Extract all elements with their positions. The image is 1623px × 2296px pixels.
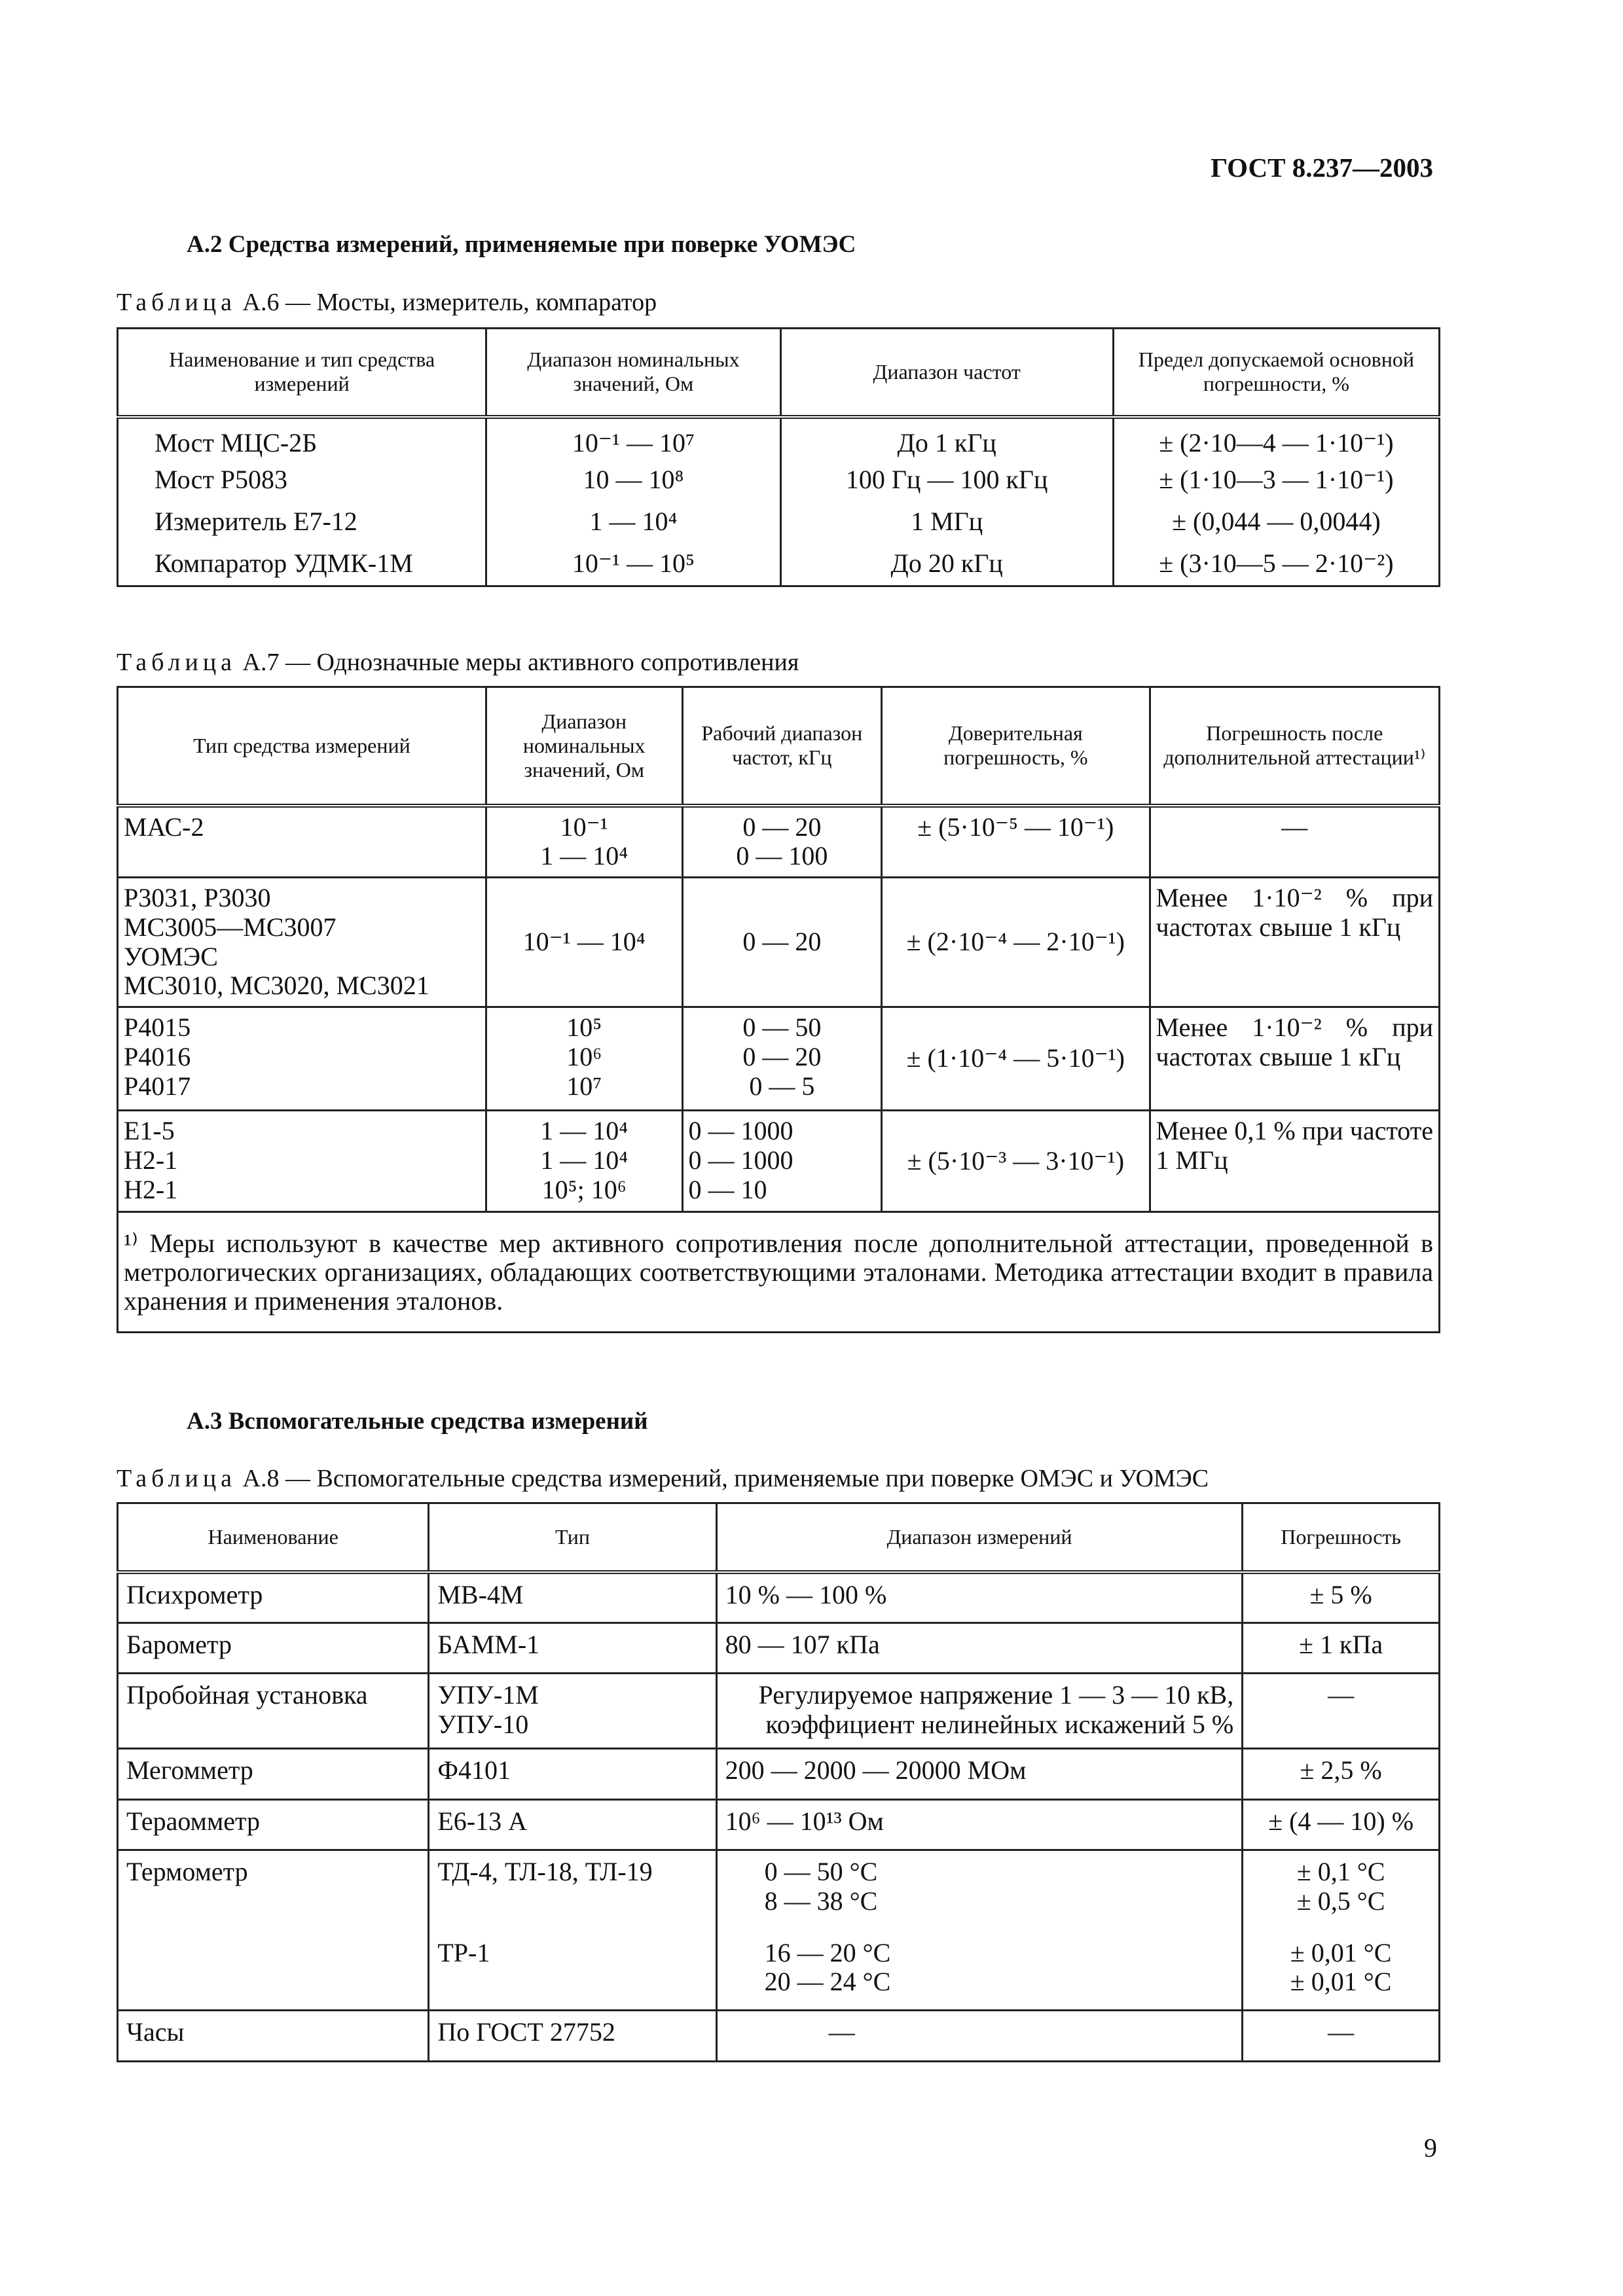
- cell-line: 0 — 20: [742, 812, 822, 842]
- table-cell: До 1 кГц: [780, 417, 1113, 459]
- cell-line: —: [1328, 1680, 1355, 1710]
- table-cell: [716, 1674, 1243, 1749]
- table-a7-header: Тип средства измерений: [118, 687, 486, 806]
- table-a8-header: Погрешность: [1243, 1503, 1440, 1572]
- cell-line: МАС-2: [124, 812, 204, 842]
- cell-line: 0 — 10: [688, 1174, 767, 1204]
- table-row: [118, 1749, 1440, 1800]
- table-a8-header: Тип: [429, 1503, 716, 1572]
- cell-line: Ф4101: [437, 1755, 511, 1785]
- table-cell: [1243, 2011, 1440, 2062]
- section-heading-a3: А.3 Вспомогательные средства измерений: [187, 1408, 648, 1435]
- cell-line: УОМЭС: [124, 941, 218, 971]
- table-footnote-row: [118, 1212, 1440, 1333]
- cell-line: ± 0,1 °С: [1296, 1857, 1385, 1886]
- table-cell: ± (0,044 — 0,0044): [1113, 501, 1439, 543]
- table-cell: [429, 1800, 716, 1850]
- cell-line: 0 — 20: [742, 1042, 822, 1072]
- table-cell: [118, 878, 486, 1007]
- cell-line: 8 — 38 °С: [764, 1886, 878, 1916]
- table-cell: 10⁻¹ — 10⁵: [486, 543, 780, 586]
- table-a6-header: Диапазон номинальных значений, Ом: [486, 329, 780, 417]
- table-word: Таблица: [117, 649, 237, 676]
- cell-line: ± 0,01 °С: [1290, 1937, 1392, 1967]
- table-cell: [716, 1572, 1243, 1623]
- table-cell: Барометр: [118, 1623, 429, 1674]
- table-cell: [486, 1111, 682, 1212]
- table-cell: [1243, 1674, 1440, 1749]
- table-row: [118, 1800, 1440, 1850]
- table-a7-header: Рабочий диапазон частот, кГц: [682, 687, 882, 806]
- table-cell: [429, 1572, 716, 1623]
- table-cell: [429, 1674, 716, 1749]
- cell-line: Р4016: [124, 1042, 191, 1072]
- table-row: [118, 1932, 1440, 2011]
- table-cell: Психрометр: [118, 1572, 429, 1623]
- table-cell: Пробойная установка: [118, 1674, 429, 1749]
- table-cell: Тераомметр: [118, 1800, 429, 1850]
- cell-line: —: [1328, 2017, 1355, 2047]
- cell-line: 0 — 1000: [688, 1116, 793, 1146]
- cell-line: По ГОСТ 27752: [437, 2017, 615, 2047]
- cell-line: 1 — 10⁴: [540, 841, 629, 871]
- table-row: [118, 1007, 1440, 1111]
- table-cell: Измеритель Е7-12: [118, 501, 486, 543]
- cell-line: 0 — 50: [742, 1013, 822, 1043]
- table-cell: [716, 2011, 1243, 2062]
- cell-line: МС3005—МС3007: [124, 912, 337, 942]
- table-a8-header: Наименование: [118, 1503, 429, 1572]
- cell-line: 10⁵: [566, 1013, 602, 1043]
- table-cell: ± (5·10⁻⁵ — 10⁻¹): [882, 806, 1150, 878]
- table-cell: [429, 2011, 716, 2062]
- cell-line: ± 1 кПа: [1299, 1630, 1383, 1659]
- table-row: [118, 878, 1440, 1007]
- table-row: [118, 1850, 1440, 1932]
- cell-line: 1 — 10⁴: [540, 1116, 629, 1146]
- table-cell: [716, 1749, 1243, 1800]
- table-cell: [682, 878, 882, 1007]
- table-row: [118, 1111, 1440, 1212]
- table-cell: Часы: [118, 2011, 429, 2062]
- table-cell: Менее 0,1 % при частоте 1 МГц: [1150, 1111, 1439, 1212]
- cell-line: 10⁷: [566, 1071, 602, 1101]
- cell-line: Р4017: [124, 1071, 191, 1101]
- table-cell: Менее 1·10⁻² % при частотах свыше 1 кГц: [1150, 878, 1439, 1007]
- table-row: [118, 1572, 1440, 1623]
- cell-line: Е6-13 А: [437, 1806, 527, 1836]
- table-row: [118, 2011, 1440, 2062]
- table-row: [118, 543, 1440, 586]
- table-a6-title: А.6 — Мосты, измеритель, компаратор: [236, 289, 657, 316]
- cell-line: ТД-4, ТЛ-18, ТЛ-19: [437, 1857, 653, 1886]
- table-cell: [716, 1850, 1243, 1932]
- cell-line: Н2-1: [124, 1145, 178, 1175]
- table-a7-header: Диапазон номинальных значений, Ом: [486, 687, 682, 806]
- table-cell: 1 МГц: [780, 501, 1113, 543]
- cell-line: 0 — 50 °С: [764, 1857, 878, 1886]
- table-word: Таблица: [117, 1465, 237, 1492]
- cell-line: 0 — 1000: [688, 1145, 793, 1175]
- table-a7-header: Доверительная погрешность, %: [882, 687, 1150, 806]
- cell-line: МВ-4М: [437, 1579, 524, 1609]
- table-a6: [117, 327, 1440, 587]
- cell-line: 10⁶ — 10¹³ Ом: [725, 1806, 884, 1836]
- table-cell: [1243, 1623, 1440, 1674]
- cell-line: Р3031, Р3030: [124, 883, 271, 913]
- cell-line: 0 — 5: [749, 1071, 815, 1101]
- cell-line: ± 0,01 °С: [1290, 1967, 1392, 1997]
- document-header: ГОСТ 8.237—2003: [1211, 152, 1433, 183]
- table-cell: Менее 1·10⁻² % при частотах свыше 1 кГц: [1150, 1007, 1439, 1111]
- table-cell: [716, 1932, 1243, 2011]
- section-heading-a2: А.2 Средства измерений, применяемые при поверке УОМЭС: [187, 231, 856, 258]
- table-cell: [118, 1111, 486, 1212]
- cell-line: 1 — 10⁴: [540, 1145, 629, 1175]
- table-cell: [486, 806, 682, 878]
- table-footnote: ¹⁾ Меры используют в качестве мер активного сопротивления после дополнительной аттестации, проведенной в метрологических организациях, обладающих соответствующими эталонами. Методика аттестации входит в правила хранения и применения эталонов.: [118, 1212, 1440, 1333]
- table-cell: [486, 878, 682, 1007]
- table-a8-caption: [117, 1464, 1209, 1493]
- table-cell: [118, 806, 486, 878]
- table-cell: [429, 1932, 716, 2011]
- cell-line: 0 — 20: [742, 927, 822, 957]
- table-cell: ± (3·10—5 — 2·10⁻²): [1113, 543, 1439, 586]
- table-cell: ± (1·10—3 — 1·10⁻¹): [1113, 459, 1439, 501]
- cell-line: БАММ-1: [437, 1630, 540, 1659]
- cell-line: МС3010, МС3020, МС3021: [124, 971, 429, 1001]
- cell-line: Регулируемое напряжение 1 — 3 — 10 кВ,: [758, 1680, 1234, 1710]
- cell-line: —: [828, 2017, 855, 2047]
- table-a7-caption: [117, 648, 799, 677]
- table-cell: ± (5·10⁻³ — 3·10⁻¹): [882, 1111, 1150, 1212]
- cell-line: 10⁻¹: [560, 812, 608, 842]
- table-row: [118, 1674, 1440, 1749]
- table-a7-title: А.7 — Однозначные меры активного сопротивления: [236, 649, 799, 676]
- cell-line: 10 % — 100 %: [725, 1579, 887, 1609]
- table-cell: —: [1150, 806, 1439, 878]
- cell-line: УПУ-10: [437, 1709, 529, 1739]
- table-row: [118, 1623, 1440, 1674]
- table-row: [118, 417, 1440, 459]
- table-a6-caption: [117, 288, 657, 317]
- table-cell: [1243, 1932, 1440, 2011]
- table-cell: [1243, 1749, 1440, 1800]
- cell-line: 20 — 24 °С: [764, 1967, 891, 1997]
- table-cell: [716, 1800, 1243, 1850]
- table-cell: 10 — 10⁸: [486, 459, 780, 501]
- cell-line: ± (4 — 10) %: [1268, 1806, 1414, 1836]
- cell-line: ± 5 %: [1309, 1579, 1372, 1609]
- cell-line: 10⁵; 10⁶: [541, 1174, 627, 1204]
- cell-line: ± 0,5 °С: [1296, 1886, 1385, 1916]
- table-cell: ± (2·10—4 — 1·10⁻¹): [1113, 417, 1439, 459]
- table-row: [118, 459, 1440, 501]
- cell-line: 10⁻¹ — 10⁴: [522, 927, 646, 957]
- table-cell: [1243, 1850, 1440, 1932]
- cell-line: 200 — 2000 — 20000 МОм: [725, 1755, 1027, 1785]
- table-cell: [716, 1623, 1243, 1674]
- cell-line: Р4015: [124, 1013, 191, 1043]
- table-cell: Термометр: [118, 1850, 429, 1932]
- page-number: 9: [1424, 2133, 1437, 2162]
- table-row: [118, 806, 1440, 878]
- table-a8: [117, 1502, 1440, 2062]
- table-cell: [429, 1850, 716, 1932]
- table-cell: [682, 806, 882, 878]
- cell-line: 10⁶: [566, 1042, 602, 1072]
- table-cell: Мост МЦС-2Б: [118, 417, 486, 459]
- table-a8-title: А.8 — Вспомогательные средства измерений, применяемые при поверке ОМЭС и УОМЭС: [236, 1465, 1209, 1492]
- cell-line: коэффициент нелинейных искажений 5 %: [765, 1709, 1234, 1739]
- table-cell: Компаратор УДМК-1М: [118, 543, 486, 586]
- table-cell: До 20 кГц: [780, 543, 1113, 586]
- table-cell: ± (2·10⁻⁴ — 2·10⁻¹): [882, 878, 1150, 1007]
- cell-line: 80 — 107 кПа: [725, 1630, 880, 1659]
- table-cell: [682, 1007, 882, 1111]
- table-a7: [117, 686, 1440, 1333]
- table-a6-header: Диапазон частот: [780, 329, 1113, 417]
- table-cell: [429, 1749, 716, 1800]
- cell-line: 16 — 20 °С: [764, 1937, 891, 1967]
- table-cell: ± (1·10⁻⁴ — 5·10⁻¹): [882, 1007, 1150, 1111]
- table-cell: [118, 1932, 429, 2011]
- table-a7-header: Погрешность после дополнительной аттестации¹⁾: [1150, 687, 1439, 806]
- table-cell: 1 — 10⁴: [486, 501, 780, 543]
- table-cell: Мост Р5083: [118, 459, 486, 501]
- table-cell: [118, 1007, 486, 1111]
- table-cell: [682, 1111, 882, 1212]
- cell-line: Н2-1: [124, 1174, 178, 1204]
- table-cell: [429, 1623, 716, 1674]
- table-cell: 100 Гц — 100 кГц: [780, 459, 1113, 501]
- cell-line: ТР-1: [437, 1937, 490, 1967]
- table-a6-header: Наименование и тип средства измерений: [118, 329, 486, 417]
- cell-line: 0 — 100: [736, 841, 828, 871]
- table-cell: [1243, 1800, 1440, 1850]
- table-row: [118, 501, 1440, 543]
- cell-line: Е1-5: [124, 1116, 175, 1146]
- table-cell: [1243, 1572, 1440, 1623]
- table-word: Таблица: [117, 289, 237, 316]
- cell-line: ± 2,5 %: [1300, 1755, 1382, 1785]
- cell-line: УПУ-1М: [437, 1680, 539, 1710]
- table-cell: Мегомметр: [118, 1749, 429, 1800]
- table-a6-header: Предел допускаемой основной погрешности, %: [1113, 329, 1439, 417]
- table-a8-header: Диапазон измерений: [716, 1503, 1243, 1572]
- table-cell: [486, 1007, 682, 1111]
- table-cell: 10⁻¹ — 10⁷: [486, 417, 780, 459]
